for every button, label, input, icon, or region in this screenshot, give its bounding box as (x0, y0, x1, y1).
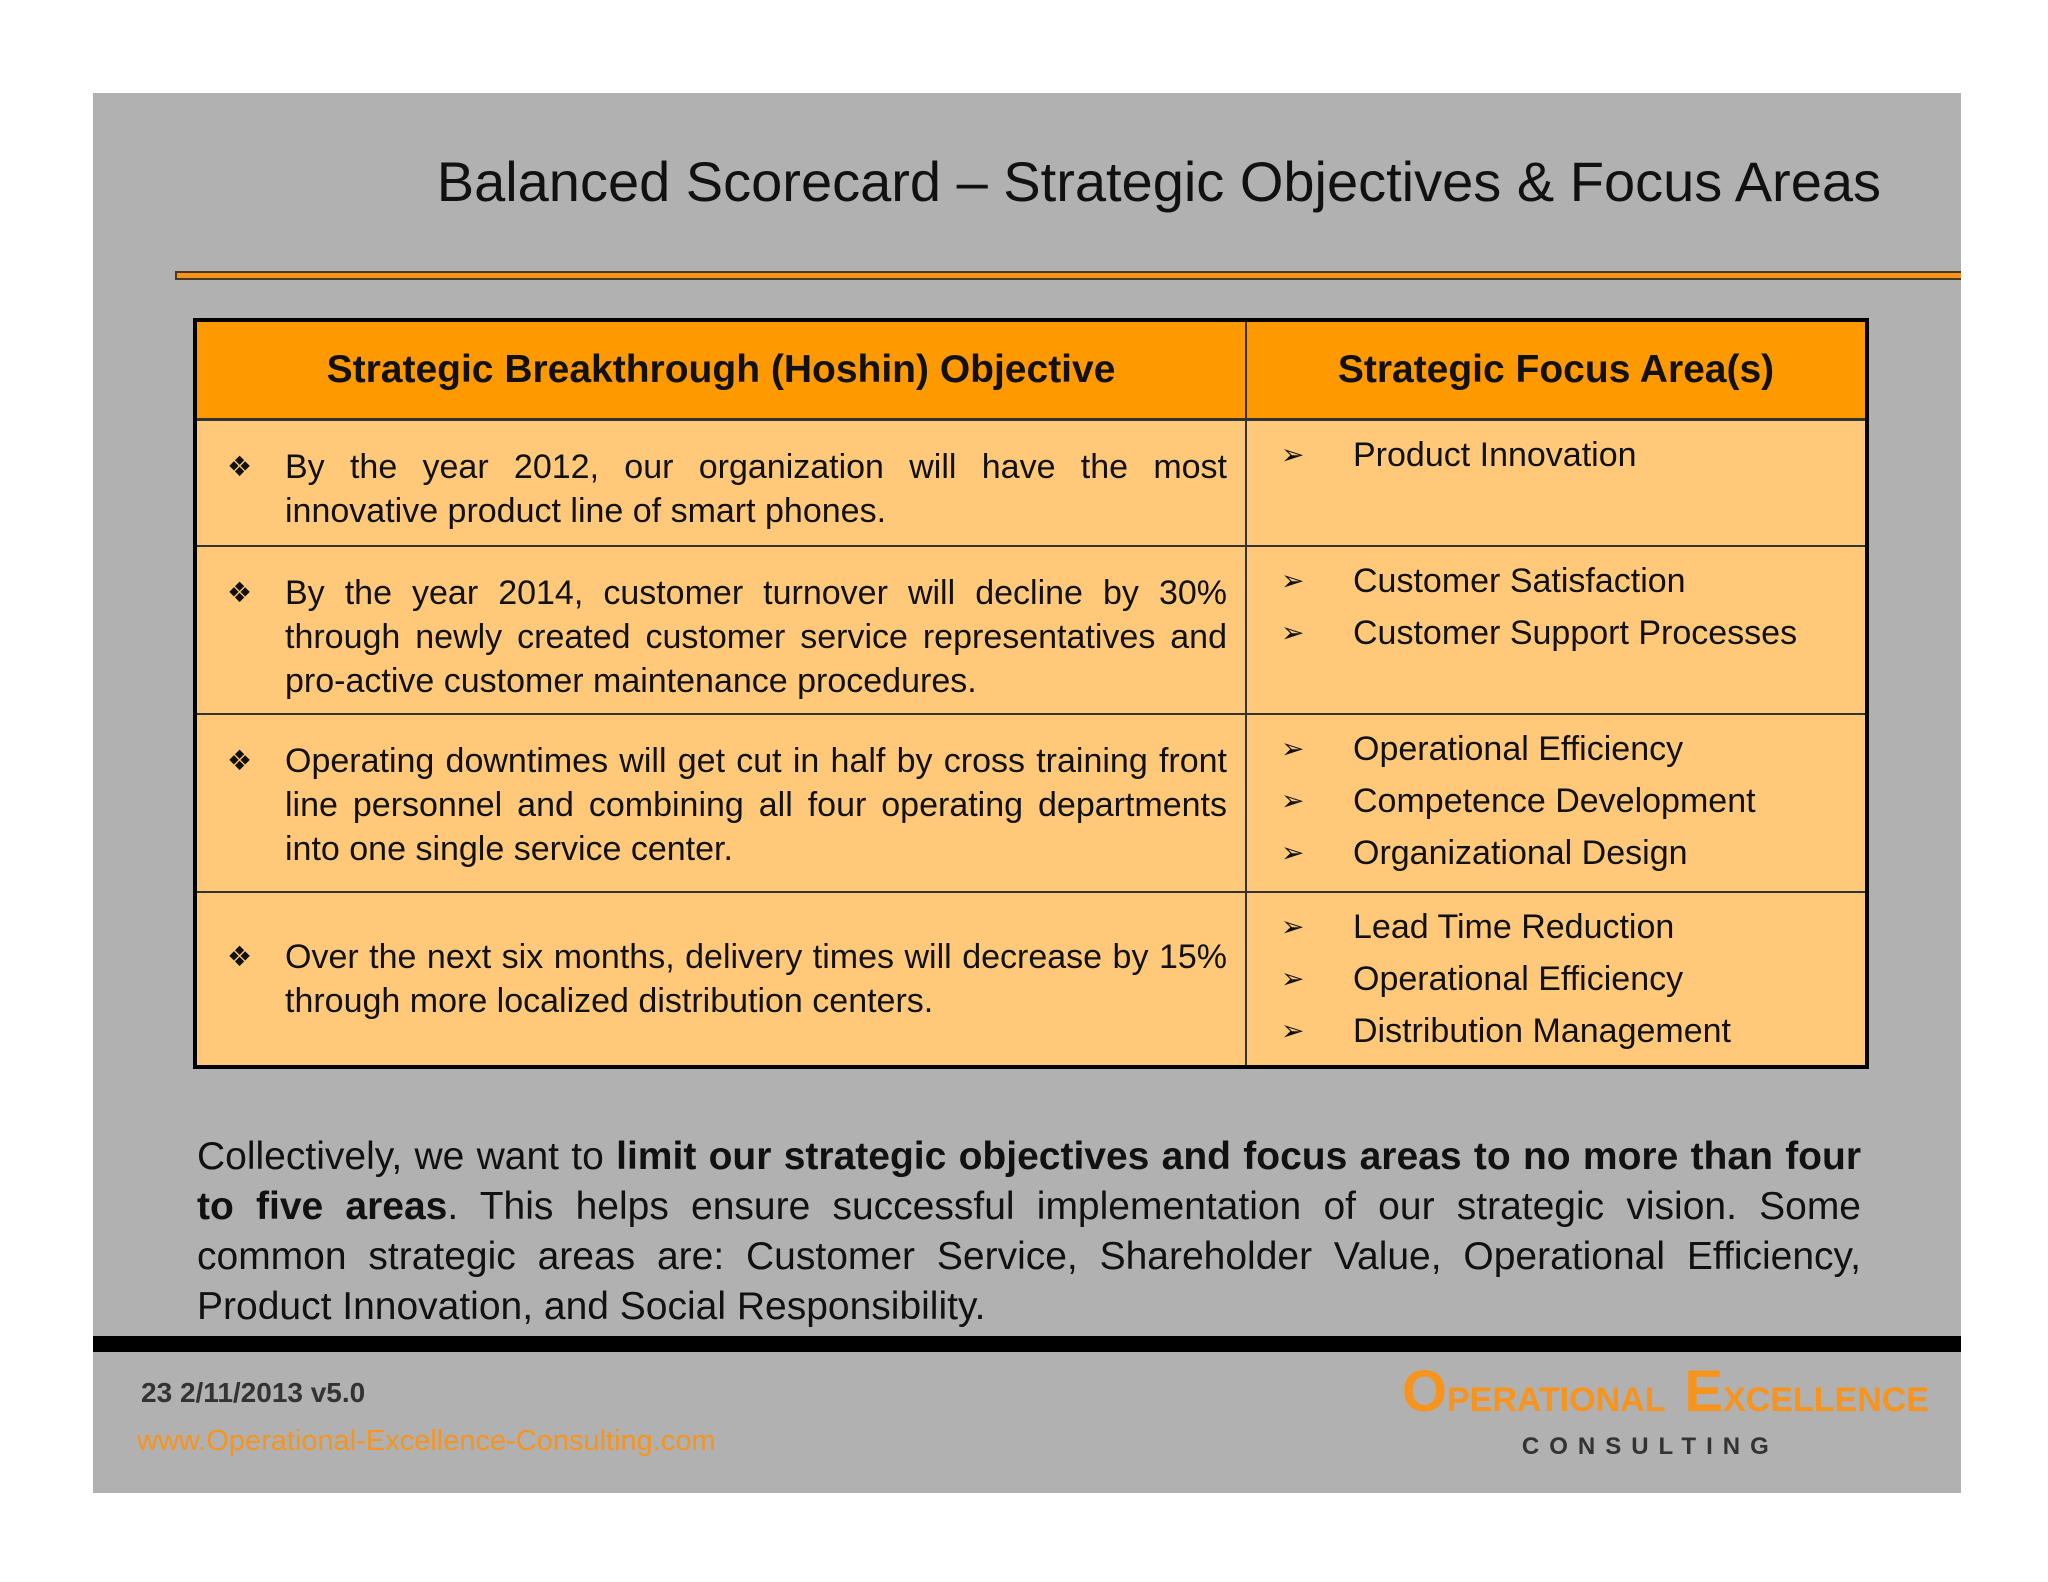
list-item (1281, 555, 1865, 607)
objective-cell (195, 714, 1246, 892)
focus-area-label: Customer Support Processes (1353, 613, 1798, 652)
objective-cell (195, 892, 1246, 1067)
focus-area-label: Product Innovation (1353, 436, 1637, 474)
objective-text: By the year 2012, our organization will have the most innovative product line of smart phones. (285, 448, 1227, 530)
focus-list (1247, 715, 1865, 887)
list-item (1281, 723, 1865, 775)
list-item (1281, 607, 1865, 659)
footer-divider (93, 1336, 1961, 1352)
objective-text: Over the next six months, delivery times will decrease by 15% through more localized distribution centers. (285, 937, 1227, 1020)
arrow-bullet-icon: ➢ (1281, 564, 1305, 596)
date-version: 2/11/2013 v5.0 (179, 1377, 366, 1408)
focus-cell (1246, 714, 1867, 892)
website-link[interactable]: www.Operational-Excellence-Consulting.com (137, 1425, 716, 1457)
summary-emphasis: limit our strategic objectives and focus areas to no more than four to five areas (197, 1135, 1861, 1228)
summary-paragraph (197, 1132, 1861, 1332)
slide (93, 93, 1961, 1493)
objective-cell (195, 546, 1246, 714)
arrow-bullet-icon: ➢ (1281, 732, 1305, 764)
table-row (195, 714, 1867, 892)
diamond-bullet-icon: ❖ (227, 576, 253, 608)
list-item (1281, 901, 1865, 953)
focus-area-label: Operational Efficiency (1353, 959, 1684, 998)
table-row (195, 892, 1867, 1067)
list-item (1281, 429, 1865, 481)
arrow-bullet-icon: ➢ (1281, 616, 1305, 648)
focus-area-label: Lead Time Reduction (1353, 907, 1675, 946)
header-focus-areas: Strategic Focus Area(s) (1246, 320, 1867, 420)
diamond-bullet-icon: ❖ (227, 451, 253, 482)
page-number: 23 (141, 1377, 173, 1408)
focus-cell (1246, 546, 1867, 714)
focus-cell (1246, 892, 1867, 1067)
focus-area-label: Competence Development (1353, 781, 1756, 820)
diamond-bullet-icon: ❖ (227, 744, 253, 776)
logo-wordmark: OPERATIONAL EXCELLENCE (1401, 1359, 1929, 1424)
arrow-bullet-icon: ➢ (1281, 784, 1305, 816)
summary-intro: Collectively, we want to (197, 1135, 617, 1178)
focus-area-label: Distribution Management (1353, 1011, 1731, 1050)
table-row (195, 546, 1867, 714)
focus-list (1247, 421, 1865, 489)
arrow-bullet-icon: ➢ (1281, 439, 1305, 470)
objective-cell (195, 420, 1246, 546)
logo-subtitle: CONSULTING (1521, 1433, 1779, 1460)
header-objective: Strategic Breakthrough (Hoshin) Objective (195, 320, 1246, 420)
objective-text: Operating downtimes will get cut in half by cross training front line personnel and combining all four operating departments into one single service center. (285, 741, 1227, 868)
arrow-bullet-icon: ➢ (1281, 1014, 1305, 1046)
page-meta (141, 1377, 365, 1409)
slide-title: Balanced Scorecard – Strategic Objectives & Focus Areas (436, 150, 1881, 213)
focus-cell (1246, 420, 1867, 546)
summary-rest: . This helps ensure successful implementation of our strategic vision. Some common strategic areas are: Customer Service, Shareholder Value, Operational Efficiency, Product Innovation, and Social Responsibility. (197, 1185, 1861, 1328)
focus-list (1247, 547, 1865, 667)
table-row (195, 420, 1867, 546)
focus-area-label: Operational Efficiency (1353, 729, 1684, 768)
objective-text: By the year 2014, customer turnover will decline by 30% through newly created customer service representatives and pro-active customer maintenance procedures. (285, 573, 1227, 700)
list-item (1281, 775, 1865, 827)
diamond-bullet-icon: ❖ (227, 940, 253, 972)
list-item (1281, 1005, 1865, 1057)
table-header-row (195, 320, 1867, 420)
arrow-bullet-icon: ➢ (1281, 910, 1305, 942)
focus-area-label: Organizational Design (1353, 833, 1688, 872)
focus-area-label: Customer Satisfaction (1353, 561, 1686, 600)
list-item (1281, 953, 1865, 1005)
focus-list (1247, 893, 1865, 1065)
list-item (1281, 827, 1865, 879)
scorecard-table (193, 318, 1869, 1069)
company-logo (1401, 1359, 1929, 1461)
arrow-bullet-icon: ➢ (1281, 962, 1305, 994)
arrow-bullet-icon: ➢ (1281, 836, 1305, 868)
title-divider (175, 271, 1961, 280)
